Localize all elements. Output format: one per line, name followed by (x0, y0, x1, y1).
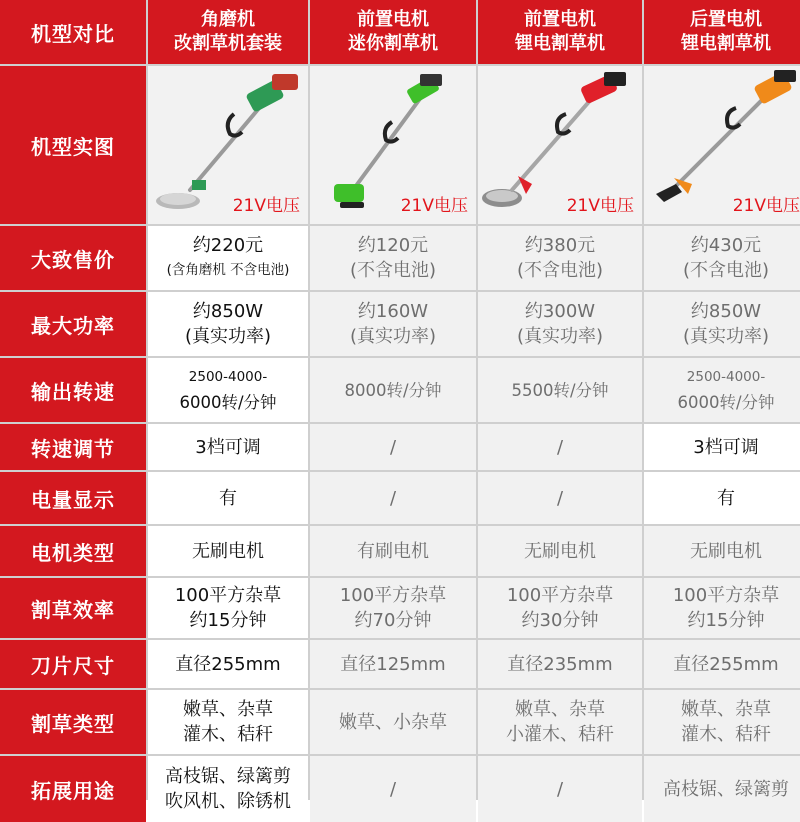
spec-cell (478, 640, 642, 688)
spec-line: / (389, 778, 397, 800)
spec-line: 100平方杂草 (174, 585, 282, 606)
spec-cell (310, 756, 476, 822)
spec-line: 约15分钟 (687, 610, 765, 631)
spec-cell (644, 578, 800, 638)
photo-angle-grinder-trimmer (148, 66, 308, 224)
spec-cell (478, 756, 642, 822)
photo-mini-trimmer (310, 66, 476, 224)
photo-rear-motor-trimmer (644, 66, 800, 224)
spec-line: 100平方杂草 (672, 585, 780, 606)
spec-cell (148, 690, 308, 754)
spec-line: 约30分钟 (521, 610, 599, 631)
row-label: 拓展用途 (0, 756, 146, 822)
spec-line: (不含电池) (516, 260, 604, 281)
spec-line: 约300W (524, 301, 596, 322)
spec-line: (不含电池) (682, 260, 770, 281)
spec-line: 无刷电机 (192, 540, 264, 562)
spec-cell (644, 472, 800, 524)
col-head-line2: 锂电割草机 (681, 33, 771, 54)
row-label: 最大功率 (0, 292, 146, 356)
col-head-line2: 改割草机套装 (174, 33, 282, 54)
spec-line: (不含电池) (349, 260, 437, 281)
spec-line: 100平方杂草 (339, 585, 447, 606)
spec-cell (148, 640, 308, 688)
spec-line: 嫩草、杂草 (681, 699, 771, 720)
spec-line: 灌木、秸秆 (183, 724, 273, 745)
spec-line: 高枝锯、绿篱剪 (165, 766, 291, 787)
spec-cell (148, 472, 308, 524)
spec-line: 约430元 (690, 235, 762, 256)
row-label: 大致售价 (0, 226, 146, 290)
spec-line: (真实功率) (682, 326, 770, 347)
spec-cell (644, 690, 800, 754)
spec-line: 无刷电机 (524, 540, 596, 562)
spec-line: 8000转/分钟 (344, 380, 442, 400)
col-head-front-lithium (478, 0, 642, 64)
voltage-label: 21V电压 (400, 196, 468, 216)
spec-line: / (556, 436, 564, 458)
spec-line: 约120元 (357, 235, 429, 256)
spec-line: 嫩草、杂草 (515, 699, 605, 720)
spec-line: 约850W (690, 301, 762, 322)
photos-label: 机型实图 (0, 66, 146, 224)
col-head-line1: 后置电机 (690, 9, 762, 30)
spec-cell (644, 526, 800, 576)
spec-cell (148, 292, 308, 356)
spec-line: 2500-4000- (188, 369, 268, 385)
spec-cell (478, 690, 642, 754)
spec-line: 约70分钟 (354, 610, 432, 631)
row-label: 刀片尺寸 (0, 640, 146, 688)
col-head-angle-grinder (148, 0, 308, 64)
spec-line: 有刷电机 (357, 540, 429, 562)
spec-line: 5500转/分钟 (511, 380, 609, 400)
col-head-line2: 锂电割草机 (515, 33, 605, 54)
row-label: 电机类型 (0, 526, 146, 576)
spec-line: 约15分钟 (189, 610, 267, 631)
spec-line: 3档可调 (195, 436, 261, 458)
spec-line: / (556, 778, 564, 800)
voltage-label: 21V电压 (732, 196, 800, 216)
spec-line: (真实功率) (349, 326, 437, 347)
spec-line: / (389, 487, 397, 509)
spec-line: 约850W (192, 301, 264, 322)
col-head-line1: 前置电机 (524, 9, 596, 30)
spec-cell (148, 578, 308, 638)
spec-line: 直径235mm (507, 653, 613, 675)
spec-line: 灌木、秸秆 (681, 724, 771, 745)
spec-line: 小灌木、秸秆 (506, 724, 614, 745)
spec-line: 3档可调 (693, 436, 759, 458)
col-head-mini-trimmer (310, 0, 476, 64)
spec-line: 约220元 (192, 235, 264, 256)
spec-cell (310, 358, 476, 422)
spec-cell (644, 226, 800, 290)
spec-cell (478, 226, 642, 290)
spec-line: 有 (219, 487, 237, 509)
spec-cell (148, 358, 308, 422)
spec-line: 6000转/分钟 (677, 393, 775, 412)
spec-line: 100平方杂草 (506, 585, 614, 606)
spec-cell (148, 526, 308, 576)
spec-line: 吹风机、除锈机 (165, 791, 291, 812)
spec-cell (644, 424, 800, 470)
voltage-label: 21V电压 (566, 196, 634, 216)
voltage-label: 21V电压 (232, 196, 300, 216)
spec-cell (310, 226, 476, 290)
header-label: 机型对比 (0, 0, 146, 64)
row-label: 电量显示 (0, 472, 146, 524)
spec-cell (310, 690, 476, 754)
spec-cell (310, 526, 476, 576)
spec-cell (478, 358, 642, 422)
spec-cell (310, 292, 476, 356)
spec-cell (478, 578, 642, 638)
spec-cell (310, 472, 476, 524)
spec-line: 有 (717, 487, 735, 509)
spec-line: 直径255mm (673, 653, 779, 675)
col-head-line1: 角磨机 (201, 9, 255, 30)
spec-cell (310, 640, 476, 688)
spec-cell (310, 578, 476, 638)
spec-line: 嫩草、小杂草 (339, 711, 447, 733)
row-label: 割草类型 (0, 690, 146, 754)
spec-line: 约380元 (524, 235, 596, 256)
spec-cell (148, 424, 308, 470)
col-head-line2: 迷你割草机 (348, 33, 438, 54)
spec-line: (含角磨机 不含电池) (166, 262, 290, 278)
spec-line: (真实功率) (184, 326, 272, 347)
spec-cell (478, 526, 642, 576)
row-label: 转速调节 (0, 424, 146, 470)
spec-line: 6000转/分钟 (179, 393, 277, 412)
spec-cell (644, 292, 800, 356)
spec-cell (644, 640, 800, 688)
row-label: 割草效率 (0, 578, 146, 638)
spec-cell (478, 424, 642, 470)
spec-cell (148, 226, 308, 290)
spec-cell (644, 358, 800, 422)
photo-front-motor-trimmer (478, 66, 642, 224)
spec-line: (真实功率) (516, 326, 604, 347)
spec-line: 无刷电机 (690, 540, 762, 562)
spec-line: 约160W (357, 301, 429, 322)
row-label: 输出转速 (0, 358, 146, 422)
col-head-rear-lithium (644, 0, 800, 64)
spec-cell (148, 756, 308, 822)
spec-line: 嫩草、杂草 (183, 699, 273, 720)
spec-line: / (556, 487, 564, 509)
spec-line: / (389, 436, 397, 458)
spec-cell (644, 756, 800, 822)
col-head-line1: 前置电机 (357, 9, 429, 30)
spec-line: 2500-4000- (686, 369, 766, 385)
spec-cell (478, 292, 642, 356)
spec-line: 直径255mm (175, 653, 281, 675)
spec-cell (310, 424, 476, 470)
spec-line: 高枝锯、绿篱剪 (663, 778, 789, 800)
spec-line: 直径125mm (340, 653, 446, 675)
spec-cell (478, 472, 642, 524)
